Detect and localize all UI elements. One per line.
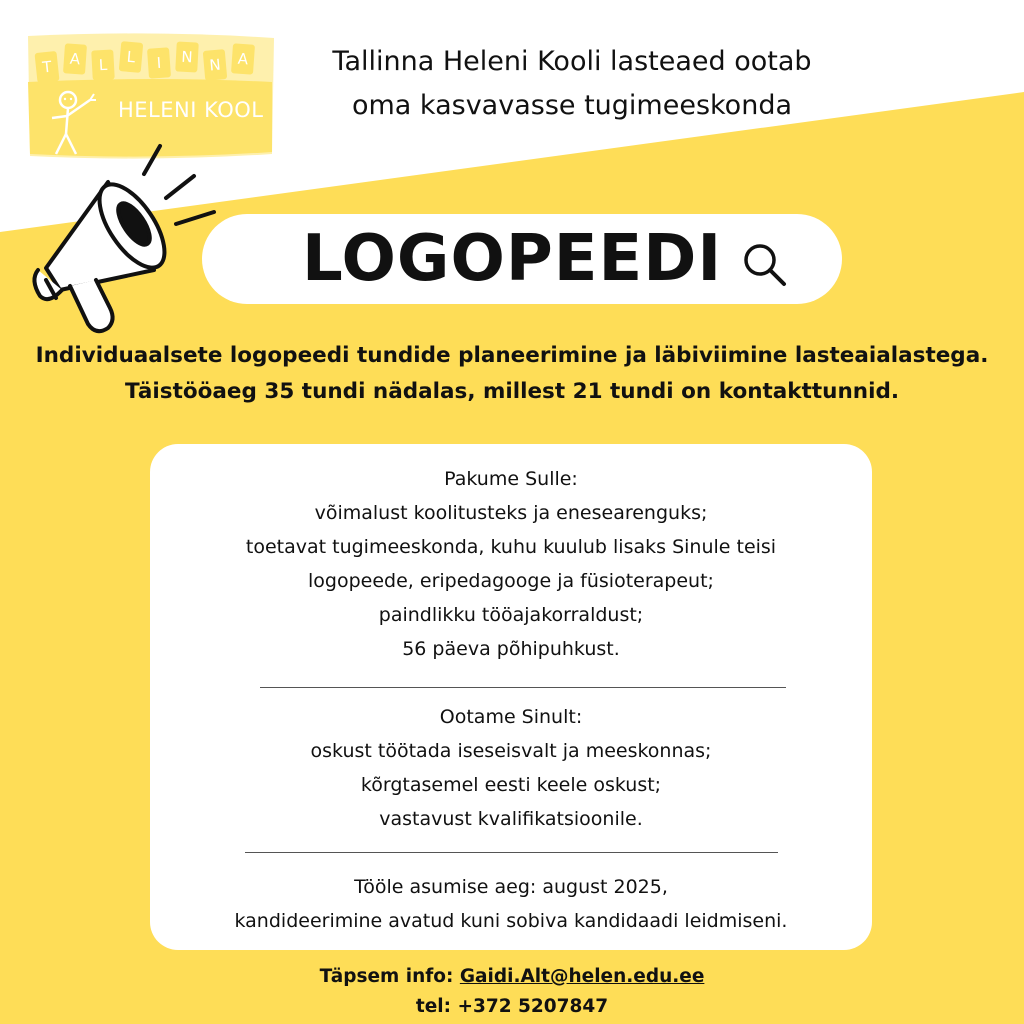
start-section	[150, 870, 872, 938]
description-line: Individuaalsete logopeedi tundide planeerimine ja läbiviimine lasteaialastega.	[35, 343, 989, 368]
header-line: Tallinna Heleni Kooli lasteaed ootab	[332, 46, 812, 77]
divider	[245, 852, 778, 853]
start-date-line: Tööle asumise aeg: august 2025,	[354, 876, 668, 898]
offer-heading: Pakume Sulle:	[444, 468, 578, 490]
logo-letter: L	[91, 49, 115, 80]
expect-item: oskust töötada iseseisvalt ja meeskonnas;	[310, 740, 712, 762]
page-header	[282, 40, 862, 128]
offer-item: 56 päeva põhipuhkust.	[402, 638, 620, 660]
logo-letter: T	[34, 51, 59, 83]
logo-letter: I	[147, 47, 171, 78]
logo-letter: N	[203, 49, 228, 81]
contact-info-line	[0, 962, 1024, 992]
job-title: LOGOPEEDI	[302, 222, 723, 296]
logo-letter: A	[231, 43, 255, 74]
offer-item: võimalust koolitusteks ja enesearenguks;	[314, 502, 708, 524]
info-label: Täpsem info:	[319, 966, 460, 987]
description-line: Täistööaeg 35 tundi nädalas, millest 21 tundi on kontakttunnid.	[124, 379, 900, 404]
logo-letter: N	[175, 41, 199, 72]
logo-school-name: HELENI KOOL	[118, 98, 264, 122]
offer-section	[150, 462, 872, 666]
expect-heading: Ootame Sinult:	[439, 706, 583, 728]
expect-item: vastavust kvalifikatsioonile.	[379, 808, 643, 830]
expect-item: kõrgtasemel eesti keele oskust;	[360, 774, 662, 796]
phone-number: tel: +372 5207847	[415, 996, 609, 1017]
offer-item: paindlikku tööajakorraldust;	[378, 604, 644, 626]
email-link[interactable]: Gaidi.Alt@helen.edu.ee	[459, 966, 705, 987]
search-icon	[740, 240, 788, 288]
divider	[260, 687, 786, 688]
logo-letter: A	[63, 43, 87, 74]
title-search-bar	[202, 214, 842, 304]
job-description	[0, 338, 1024, 410]
application-line: kandideerimine avatud kuni sobiva kandidaadi leidmiseni.	[234, 910, 788, 932]
offer-item: toetavat tugimeeskonda, kuhu kuulub lisaks Sinule teisi	[245, 536, 777, 558]
offer-item: logopeede, eripedagooge ja füsioterapeut;	[308, 570, 714, 592]
expect-section	[150, 700, 872, 836]
logo-letter: L	[119, 41, 144, 73]
contact-footer	[0, 962, 1024, 1022]
header-line: oma kasvavasse tugimeeskonda	[351, 90, 792, 121]
megaphone-icon	[26, 140, 226, 340]
